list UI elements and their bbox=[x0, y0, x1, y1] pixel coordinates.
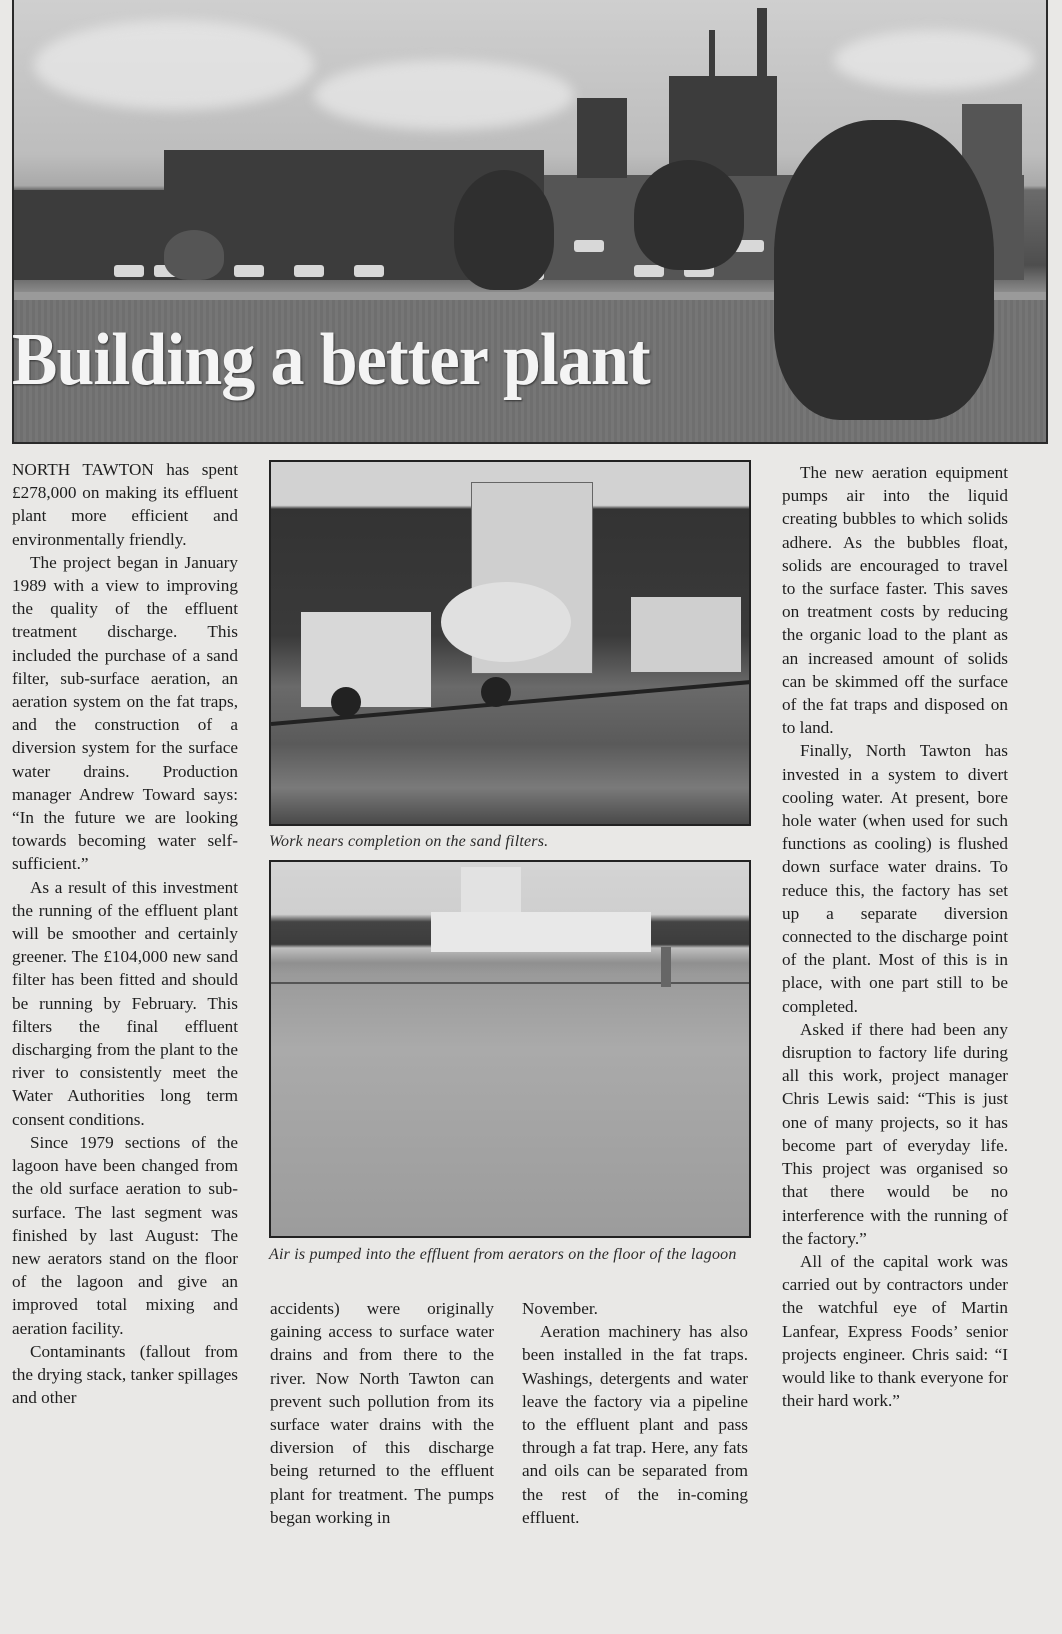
sand-filter-photo bbox=[269, 460, 751, 826]
paragraph: November. bbox=[522, 1299, 598, 1318]
article-column-1 bbox=[12, 458, 238, 1409]
photo-caption: Work nears completion on the sand filters. bbox=[269, 833, 549, 850]
lagoon-photo bbox=[269, 860, 751, 1238]
paragraph: accidents) were originally gaining access to surface water drains and from there to the river. Now North Tawton can prevent such pollution from its surface water drains with the diversion of this discharge being returned to the effluent plant for treatment. The pumps began working in bbox=[270, 1299, 494, 1527]
paragraph: All of the capital work was carried out by contractors under the watchful eye of Martin Lanfear, Express Foods’ senior projects engineer. Chris said: “I would like to thank everyone for their hard work.” bbox=[782, 1251, 1008, 1411]
paragraph: Finally, North Tawton has invested in a system to divert cooling water. At present, bore hole water (when used for such functions as cooling) is flushed down surface water drains. To reduce this, the factory has set up a separate diversion connected to the discharge point of the plant. Most of this is in place, with one part still to be completed. bbox=[782, 741, 1008, 1016]
article-column-3 bbox=[522, 1297, 748, 1529]
article-column-2 bbox=[270, 1297, 494, 1529]
paragraph: NORTH TAWTON has spent £278,000 on making its effluent plant more efficient and environmentally friendly. bbox=[12, 460, 238, 549]
paragraph: The new aeration equipment pumps air into the liquid creating bubbles to which solids adhere. As the bubbles float, solids are encouraged to travel to the surface faster. This saves on treatment costs by reducing the organic load to the plant as an increased amount of solids can be skimmed off the surface of the fat traps and disposed on to land. bbox=[782, 463, 1008, 738]
paragraph: The project began in January 1989 with a view to improving the quality of the effluent treatment discharge. This included the purchase of a sand filter, sub-surface aeration, an aeration system on the fat traps, and the construction of a diversion system for the surface water drains. Production manager Andrew Toward says: “In the future we are looking towards becoming water self-sufficient.” bbox=[12, 552, 238, 874]
paragraph: As a result of this investment the running of the effluent plant will be smoother and certainly greener. The £104,000 new sand filter has been fitted and should be running by February. This filters the final effluent discharging from the plant to the river to consistently meet the Water Authorities long term consent conditions. bbox=[12, 877, 238, 1129]
paragraph: Contaminants (fallout from the drying stack, tanker spillages and other bbox=[12, 1341, 238, 1408]
paragraph: Aeration machinery has also been installed in the fat traps. Washings, detergents and water leave the factory via a pipeline to the effluent plant and pass through a fat trap. Here, any fats and oils can be separated from the rest of the in-coming effluent. bbox=[522, 1322, 748, 1527]
paragraph: Asked if there had been any disruption to factory life during all this work, project manager Chris Lewis said: “This is just one of many projects, so it has become part of everyday life. This project was organised so that there would be no interference with the running of the factory.” bbox=[782, 1019, 1008, 1248]
paragraph: Since 1979 sections of the lagoon have been changed from the old surface aeration to sub-surface. The last segment was finished by last August: The new aerators stand on the floor of the lagoon and give an improved total mixing and aeration facility. bbox=[12, 1132, 238, 1338]
photo-caption: Air is pumped into the effluent from aerators on the floor of the lagoon bbox=[269, 1246, 737, 1263]
headline: Building a better plant bbox=[12, 319, 650, 401]
article-column-4 bbox=[782, 461, 1008, 1412]
